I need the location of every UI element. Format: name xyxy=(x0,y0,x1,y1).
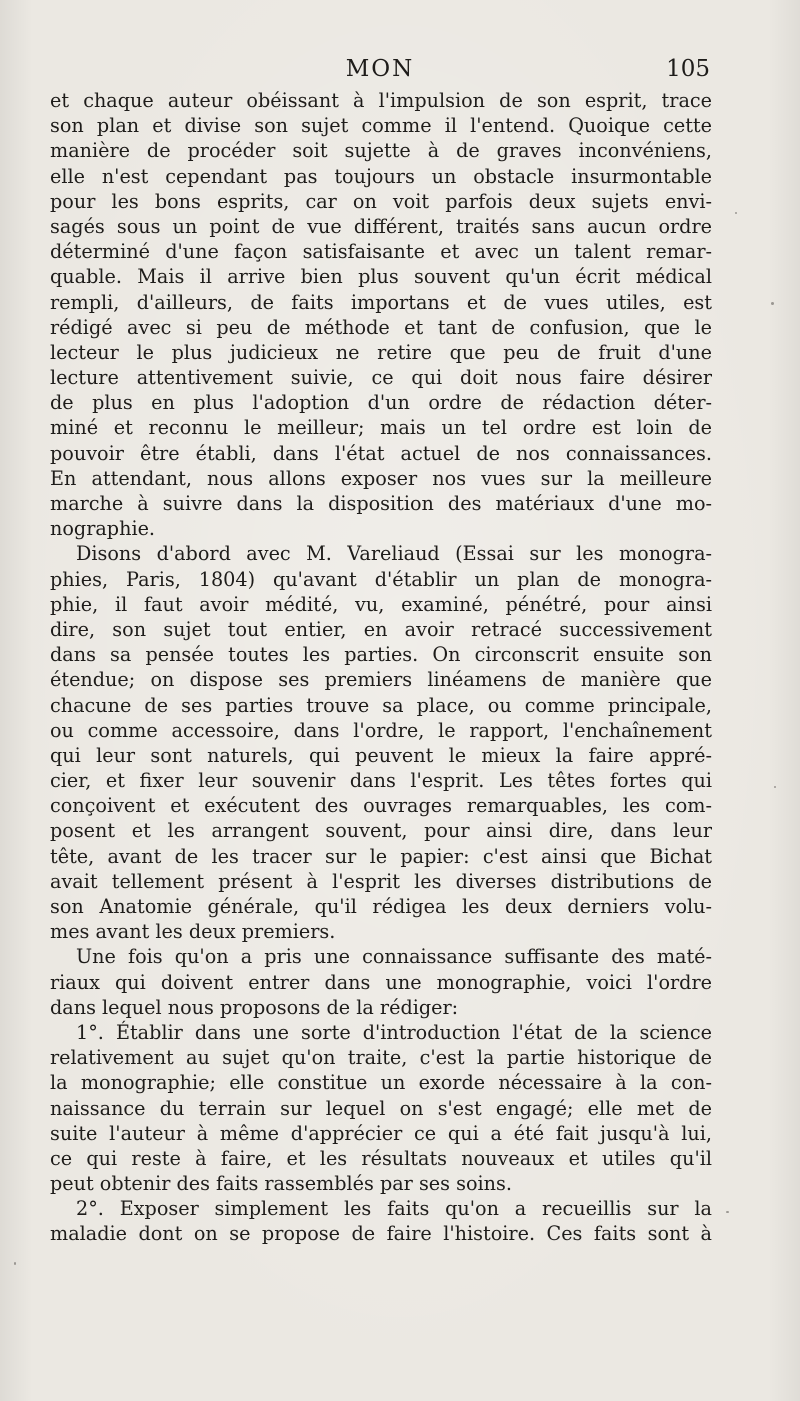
body-text xyxy=(50,88,712,1247)
text-line: conçoivent et exécutent des ouvrages remarquables, les com- xyxy=(50,794,712,818)
text-line: Une fois qu'on a pris une connaissance suffisante des maté- xyxy=(76,945,712,969)
text-line: phies, Paris, 1804) qu'avant d'établir un plan de monogra- xyxy=(50,567,712,591)
running-head: MON xyxy=(345,56,415,82)
paper-speck xyxy=(774,786,776,788)
text-line: lecture attentivement suivie, ce qui doit nous faire désirer xyxy=(50,366,712,390)
text-line: la monographie; elle constitue un exorde nécessaire à la con- xyxy=(50,1071,712,1095)
text-line: posent et les arrangent souvent, pour ainsi dire, dans leur xyxy=(50,819,712,843)
page-header xyxy=(50,56,710,90)
text-line: mes avant les deux premiers. xyxy=(50,920,336,944)
paper-speck xyxy=(726,1211,729,1213)
text-line: 2°. Exposer simplement les faits qu'on a recueillis sur la xyxy=(76,1197,712,1221)
text-line: relativement au sujet qu'on traite, c'est la partie historique de xyxy=(50,1046,712,1070)
text-line: 1°. Établir dans une sorte d'introduction l'état de la science xyxy=(76,1020,712,1044)
text-line: dire, son sujet tout entier, en avoir retracé successivement xyxy=(50,617,712,641)
text-line: ou comme accessoire, dans l'ordre, le rapport, l'enchaînement xyxy=(50,718,712,742)
text-line: suite l'auteur à même d'apprécier ce qui a été fait jusqu'à lui, xyxy=(50,1121,712,1145)
text-line: tête, avant de les tracer sur le papier: c'est ainsi que Bichat xyxy=(50,844,712,868)
text-line: naissance du terrain sur lequel on s'est engagé; elle met de xyxy=(50,1096,712,1120)
text-line: nographie. xyxy=(50,517,156,541)
text-line: ce qui reste à faire, et les résultats nouveaux et utiles qu'il xyxy=(50,1146,712,1170)
text-line: dans sa pensée toutes les parties. On circonscrit ensuite son xyxy=(50,643,712,667)
text-line: chacune de ses parties trouve sa place, ou comme principale, xyxy=(50,693,712,717)
paper-speck xyxy=(14,1262,16,1265)
text-line: En attendant, nous allons exposer nos vues sur la meilleure xyxy=(50,466,712,490)
text-line: phie, il faut avoir médité, vu, examiné, pénétré, pour ainsi xyxy=(50,592,712,616)
text-line: rédigé avec si peu de méthode et tant de confusion, que le xyxy=(50,315,712,339)
text-line: pour les bons esprits, car on voit parfois deux sujets envi- xyxy=(50,189,712,213)
text-line: quable. Mais il arrive bien plus souvent qu'un écrit médical xyxy=(50,265,712,289)
text-line: son plan et divise son sujet comme il l'entend. Quoique cette xyxy=(50,114,712,138)
text-line: et chaque auteur obéissant à l'impulsion de son esprit, trace xyxy=(50,89,712,112)
paper-speck xyxy=(735,212,737,214)
text-line: miné et reconnu le meilleur; mais un tel ordre est loin de xyxy=(50,416,712,440)
paper-speck xyxy=(771,302,774,305)
text-line: lecteur le plus judicieux ne retire que peu de fruit d'une xyxy=(50,340,712,364)
text-line: riaux qui doivent entrer dans une monographie, voici l'ordre xyxy=(50,970,712,994)
text-line: marche à suivre dans la disposition des matériaux d'une mo- xyxy=(50,492,712,515)
text-line: maladie dont on se propose de faire l'histoire. Ces faits sont à xyxy=(50,1222,712,1246)
text-line: elle n'est cependant pas toujours un obstacle insurmontable xyxy=(50,164,712,188)
text-line: Disons d'abord avec M. Vareliaud (Essai sur les monogra- xyxy=(76,542,712,566)
page-number: 105 xyxy=(666,56,710,82)
text-line: rempli, d'ailleurs, de faits importans et de vues utiles, est xyxy=(50,290,712,314)
text-line: son Anatomie générale, qu'il rédigea les deux derniers volu- xyxy=(50,895,712,918)
text-line: cier, et fixer leur souvenir dans l'esprit. Les têtes fortes qui xyxy=(50,769,712,793)
text-line: étendue; on dispose ses premiers linéamens de manière que xyxy=(50,668,712,692)
text-line: sagés sous un point de vue différent, traités sans aucun ordre xyxy=(50,214,712,238)
text-line: dans lequel nous proposons de la rédiger: xyxy=(50,995,459,1019)
text-line: de plus en plus l'adoption d'un ordre de rédaction déter- xyxy=(50,391,712,415)
text-line: avait tellement présent à l'esprit les diverses distributions de xyxy=(50,869,712,893)
text-line: qui leur sont naturels, qui peuvent le mieux la faire appré- xyxy=(50,743,712,767)
text-line: manière de procéder soit sujette à de graves inconvéniens, xyxy=(50,139,712,163)
text-line: déterminé d'une façon satisfaisante et avec un talent remar- xyxy=(50,240,712,264)
text-line: pouvoir être établi, dans l'état actuel de nos connaissances. xyxy=(50,441,712,465)
text-line: peut obtenir des faits rassemblés par ses soins. xyxy=(50,1172,512,1196)
